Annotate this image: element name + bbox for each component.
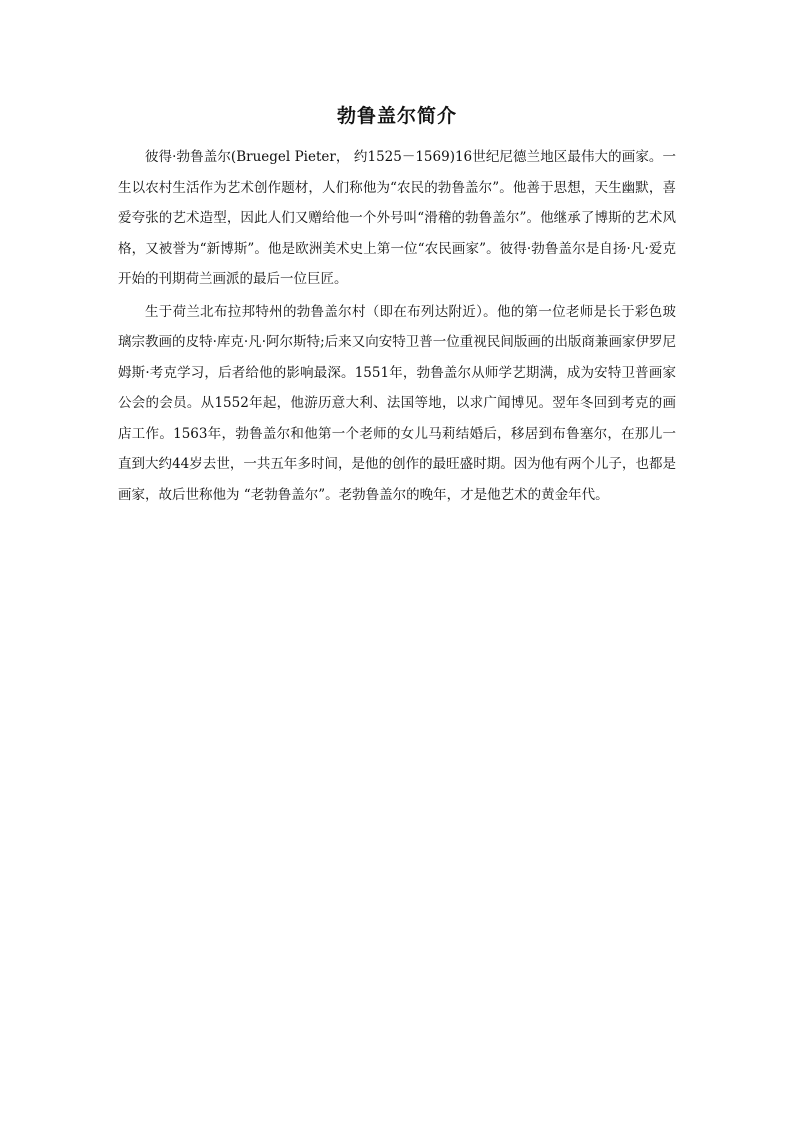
paragraph-1: 彼得·勃鲁盖尔(Bruegel Pieter， 约1525－1569)16世纪尼德兰地区最伟大的画家。一生以农村生活作为艺术创作题材，人们称他为“农民的勃鲁盖尔”。他善于思想，天生幽默，喜爱夸张的艺术造型，因此人们又赠给他一个外号叫“滑稽的勃鲁盖尔”。他继承了博斯的艺术风格，又被誉为“新博斯”。他是欧洲美术史上第一位“农民画家”。彼得·勃鲁盖尔是自扬·凡·爱克开始的刊期荷兰画派的最后一位巨匠。 (118, 149, 676, 287)
document-title: 勃鲁盖尔简介 (336, 105, 457, 127)
paragraph-2: 生于荷兰北布拉邦特州的勃鲁盖尔村（即在布列达附近）。他的第一位老师是长于彩色玻璃宗教画的皮特·库克·凡·阿尔斯特;后来又向安特卫普一位重视民间版画的出版商兼画家伊罗尼姆斯·考克学习，后者给他的影响最深。1551年，勃鲁盖尔从师学艺期满，成为安特卫普画家公会的会员。从1552年起，他游历意大利、法国等地，以求广闻博见。翌年冬回到考克的画店工作。1563年，勃鲁盖尔和他第一个老师的女儿马莉结婚后，移居到布鲁塞尔，在那儿一直到大约44岁去世，一共五年多时间，是他的创作的最旺盛时期。因为他有两个儿子，也都是画家，故后世称他为 “老勃鲁盖尔”。老勃鲁盖尔的晚年，才是他艺术的黄金年代。 (118, 303, 676, 503)
document-page (118, 100, 676, 510)
